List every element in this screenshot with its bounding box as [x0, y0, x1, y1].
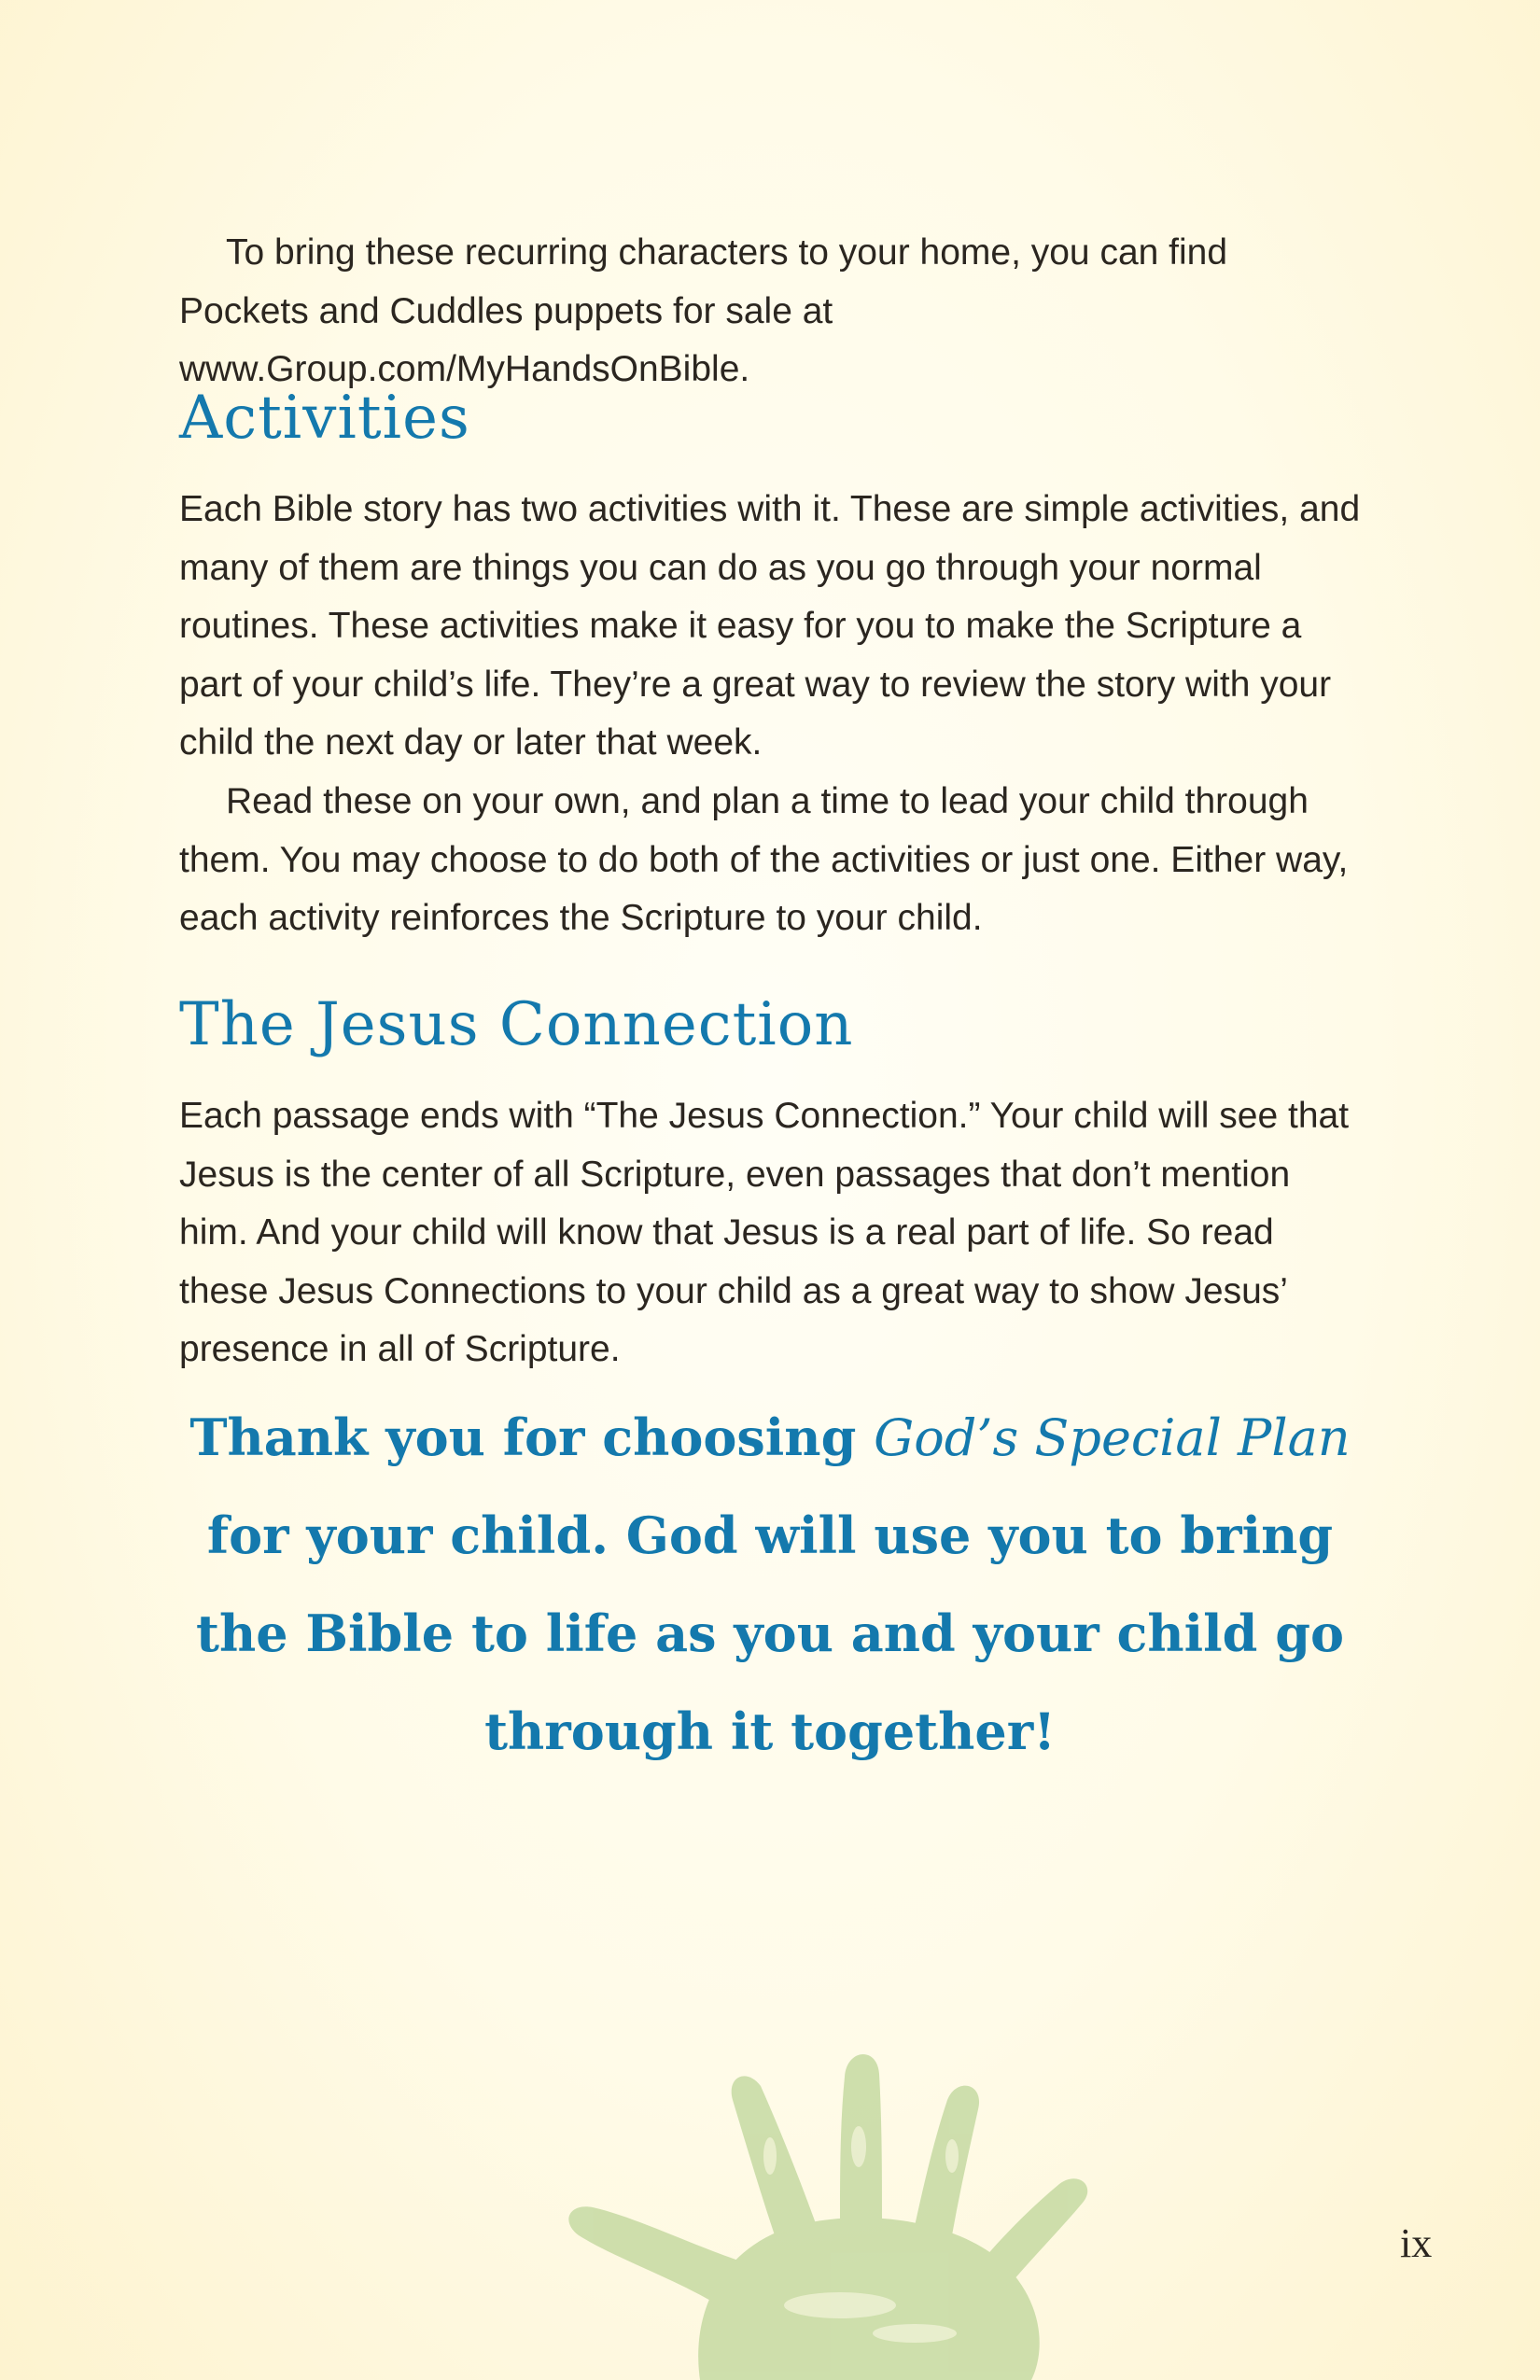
closing-message: [187, 1389, 1353, 1781]
closing-text-part-1: Thank you for choosing: [189, 1407, 875, 1467]
intro-paragraph: To bring these recurring characters to your home, you can find Pockets and Cuddles puppets for sale at www.Group.com/MyHandsOnBible.: [179, 232, 1228, 389]
jesus-connection-heading: The Jesus Connection: [179, 990, 854, 1059]
handprint-thumb: [568, 2206, 747, 2305]
page-number: ix: [1400, 2220, 1433, 2266]
handprint-icon: [560, 2035, 1176, 2380]
jesus-connection-paragraph: Each passage ends with “The Jesus Connection.” Your child will see that Jesus is the center of all Scripture, even passages that don’t mention him. And your child will know that Jesus is a real part of life. So read these Jesus Connections to your child as a great way to show Jesus’ presence in all of Scripture.: [179, 1096, 1350, 1369]
activities-paragraph-1: Each Bible story has two activities with it. These are simple activities, and many of them are things you can do as you go through your normal routines. These activities make it easy for you to make the Scripture a part of your child’s life. They’re a great way to review the story with your child the next day or later that week.: [179, 489, 1361, 763]
handprint-finger-4: [980, 2178, 1087, 2287]
closing-text-part-2: for your child. God will use you to bring the Bible to life as you and your child go through it together!: [196, 1505, 1344, 1761]
activities-heading: Activities: [179, 384, 470, 453]
activities-paragraph-2: Read these on your own, and plan a time to lead your child through them. You may choose to do both of the activities or just one. Either way, each activity reinforces the Scripture to your child.: [179, 781, 1349, 938]
book-title: God’s Special Plan: [874, 1408, 1351, 1467]
